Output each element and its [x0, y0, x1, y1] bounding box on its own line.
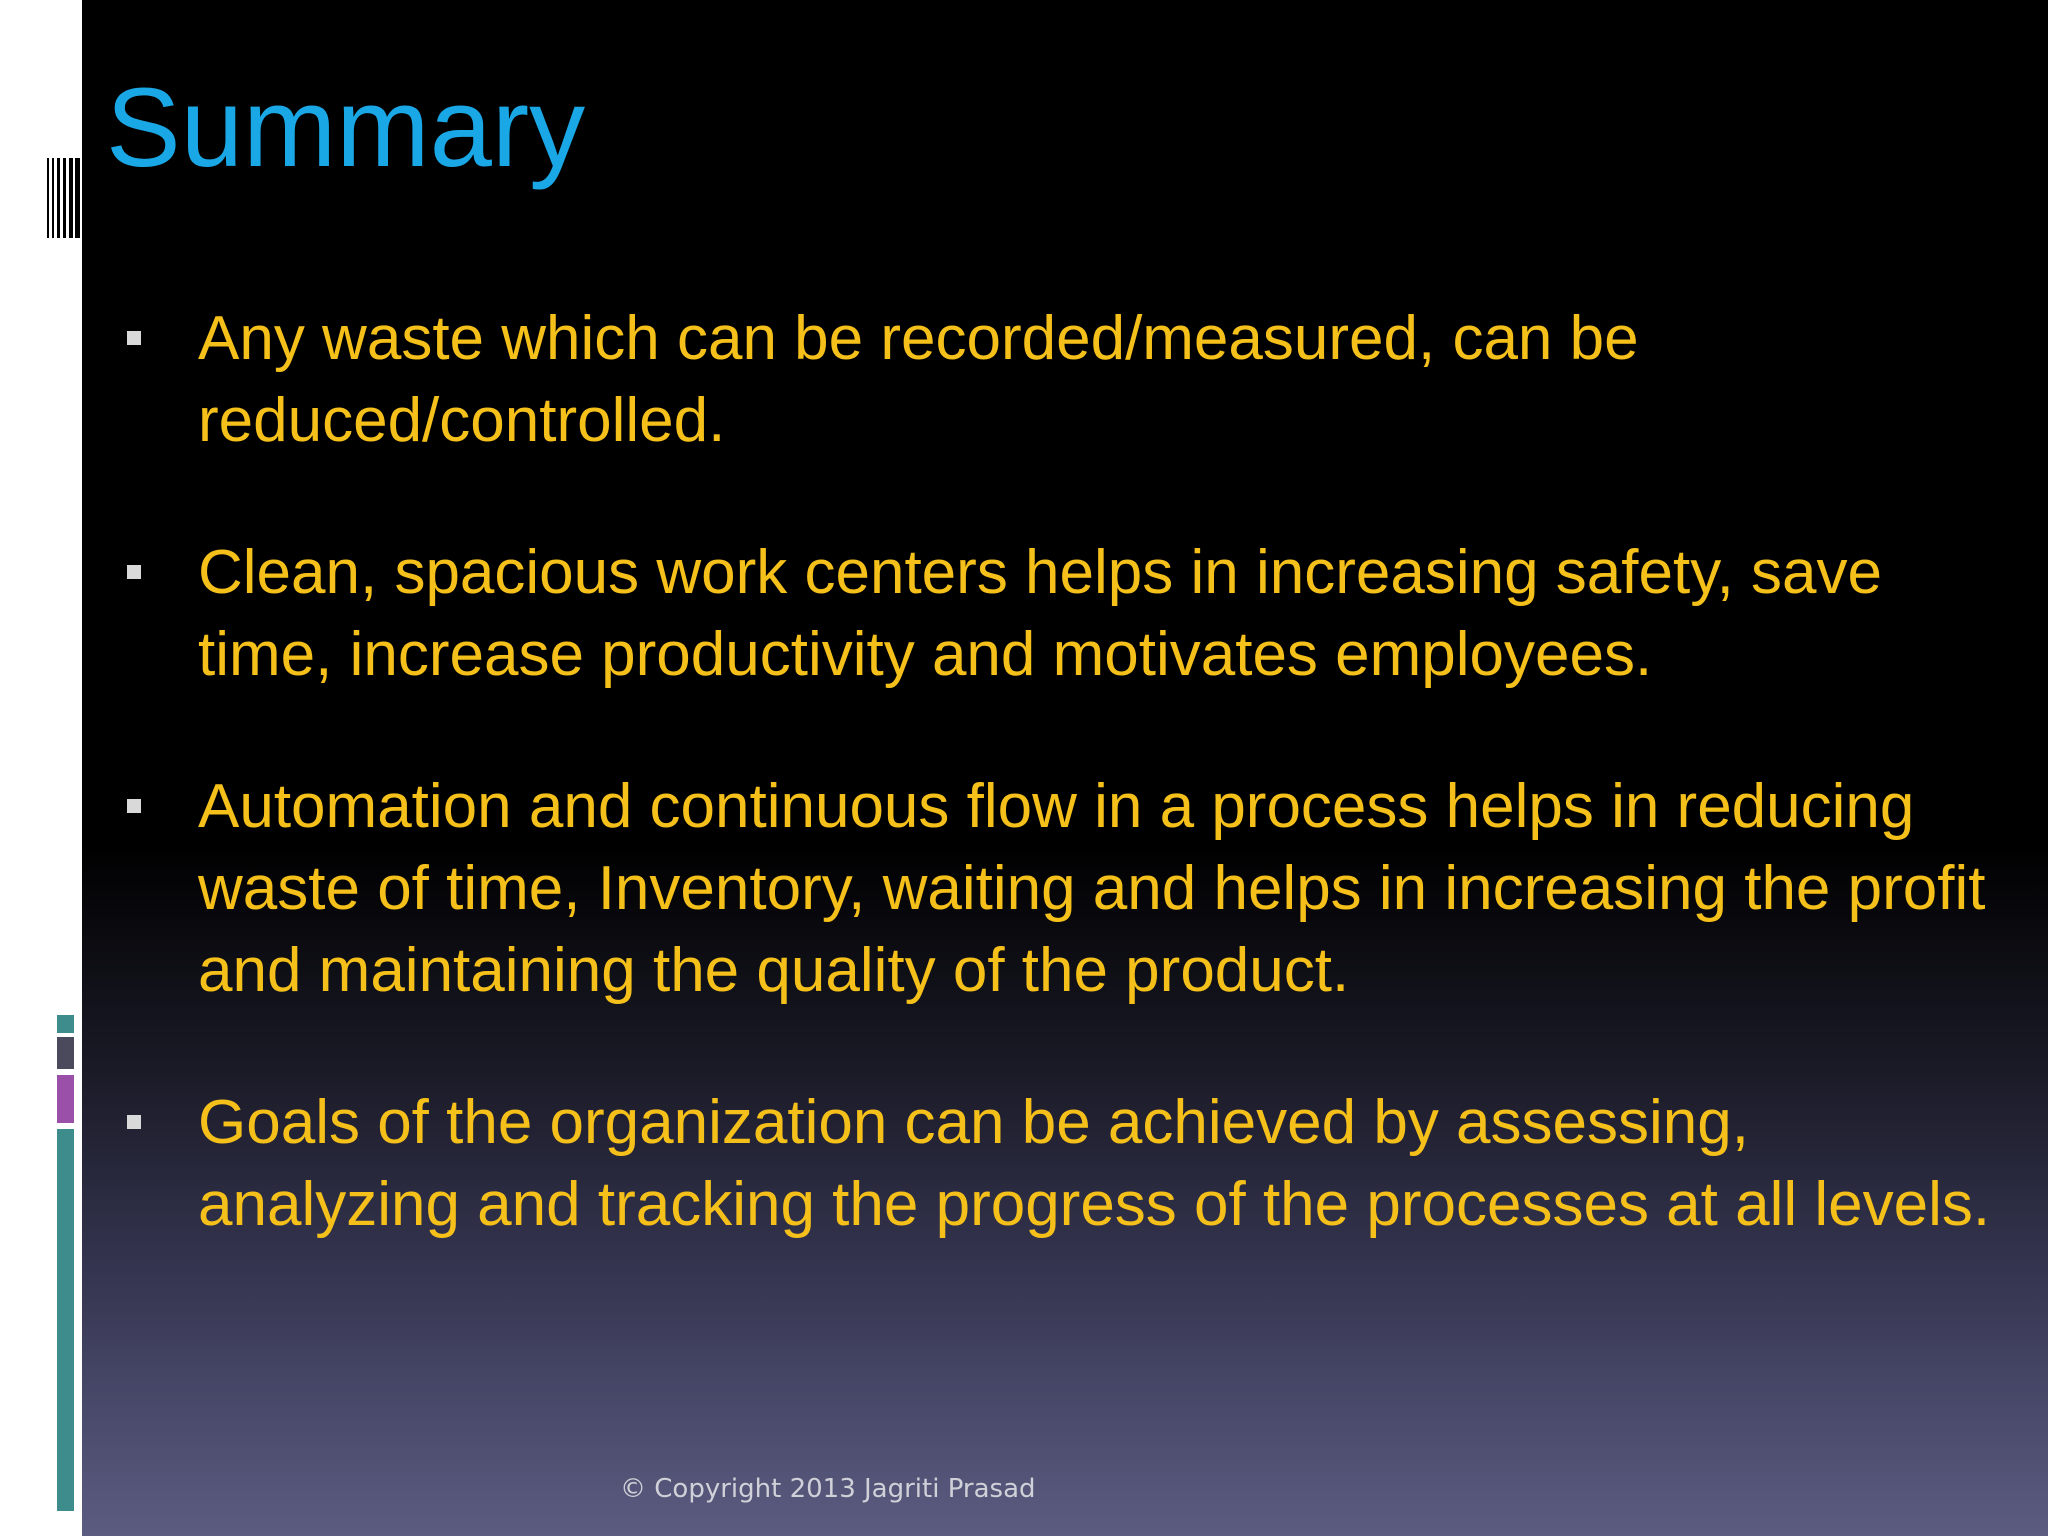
bullet-item [118, 766, 1998, 1012]
decorative-accent-bars [57, 1015, 74, 1511]
bullet-item [118, 1082, 1998, 1246]
left-margin-strip [0, 0, 82, 1536]
bullet-text: Automation and continuous flow in a process helps in reducing waste of time, Inventory, waiting and helps in increasing the profit and maintaining the quality of the product. [198, 772, 1986, 1005]
square-bullet-icon [127, 331, 141, 345]
bullet-text: Goals of the organization can be achieved by assessing, analyzing and tracking the progress of the processes at all levels. [198, 1088, 1991, 1239]
bullet-list [118, 298, 1998, 1316]
decorative-vertical-lines [47, 158, 80, 238]
bullet-item [118, 532, 1998, 696]
copyright-footer: © Copyright 2013 Jagriti Prasad [620, 1474, 1036, 1504]
square-bullet-icon [127, 1115, 141, 1129]
bullet-item [118, 298, 1998, 462]
bullet-text: Clean, spacious work centers helps in increasing safety, save time, increase productivity and motivates employees. [198, 538, 1883, 689]
square-bullet-icon [127, 565, 141, 579]
bullet-text: Any waste which can be recorded/measured, can be reduced/controlled. [198, 304, 1639, 455]
square-bullet-icon [127, 799, 141, 813]
slide-title: Summary [106, 65, 586, 190]
